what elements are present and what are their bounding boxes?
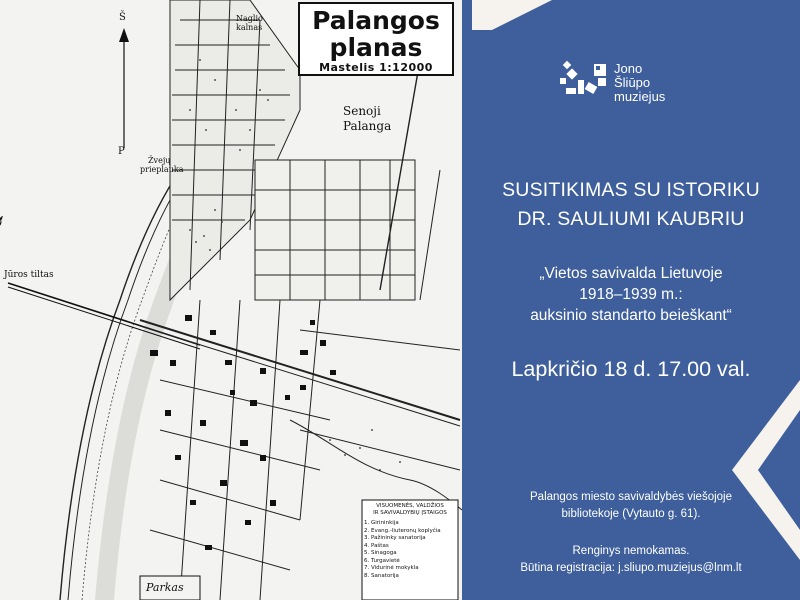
map-title-line1: Palangos [312, 6, 440, 35]
event-lecture-title [462, 263, 800, 326]
map-title-box [298, 2, 454, 76]
event-venue [462, 489, 800, 523]
lecture-title-line2: 1918–1939 m.: [579, 286, 683, 303]
map-label-zveju: Žvejų [148, 156, 171, 165]
museum-name-line2: Šliūpo [614, 75, 651, 90]
legend-item: 2. Evang.-liuteronų koplyčia [364, 527, 441, 534]
event-notes [462, 543, 800, 577]
map-scale: Mastelis 1:12000 [319, 61, 433, 74]
free-entry-note: Renginys nemokamas. [572, 545, 690, 557]
legend-item: 1. Girininkija [364, 520, 399, 526]
map-title-line2: planas [329, 33, 423, 62]
lecture-title-line1: „Vietos savivalda Lietuvoje [539, 265, 723, 282]
venue-line1: Palangos miesto savivaldybės viešojoje [530, 491, 732, 503]
legend-item: 4. Paštas [364, 542, 389, 549]
legend-item: 3. Pažininky sanatorija [364, 535, 426, 541]
museum-name [614, 62, 665, 104]
museum-logo [558, 58, 758, 108]
event-datetime: Lapkričio 18 d. 17.00 val. [511, 357, 751, 381]
legend-heading-2: IR SAVIVALDYBIŲ ĮSTAIGOS [373, 510, 447, 516]
map-label-juros-tiltas: Jūros tiltas [4, 270, 54, 280]
event-info-panel [462, 0, 800, 600]
museum-name-line3: muziejus [614, 89, 666, 104]
event-headline [462, 176, 800, 234]
museum-logo-icon [558, 58, 608, 102]
map-legend [364, 503, 456, 580]
legend-item: 6. Turgavietė [364, 557, 400, 564]
event-headline-line2: DR. SAULIUMI KAUBRIU [517, 208, 745, 230]
legend-item: 7. Vidurinė mokykla [364, 565, 419, 571]
venue-line2: bibliotekoje (Vytauto g. 61). [561, 508, 701, 520]
map-label-naglio: Naglio [236, 14, 263, 23]
legend-item: 8. Sanatorija [364, 572, 399, 579]
map-label-palanga: Palanga [343, 119, 392, 133]
museum-name-line1: Jono [614, 61, 643, 76]
map-label-parkas: Parkas [146, 581, 184, 594]
map-label-north: Š [119, 12, 126, 23]
event-headline-line1: SUSITIKIMAS SU ISTORIKU [502, 179, 760, 201]
lecture-title-line3: auksinio standarto beieškant“ [530, 307, 732, 324]
map-label-prieplauka: prieplauka [140, 165, 184, 174]
registration-note: Būtina registracija: j.sliupo.muziejus@lnm.lt [520, 562, 742, 574]
map-label-senoji: Senoji [343, 104, 381, 118]
map-label-kalnas: kalnas [236, 23, 263, 32]
legend-heading-1: VISUOMENĖS, VALDŽIOS [376, 503, 444, 509]
map-label-south: P [118, 146, 125, 157]
legend-item: 5. Sinagoga [364, 550, 397, 556]
